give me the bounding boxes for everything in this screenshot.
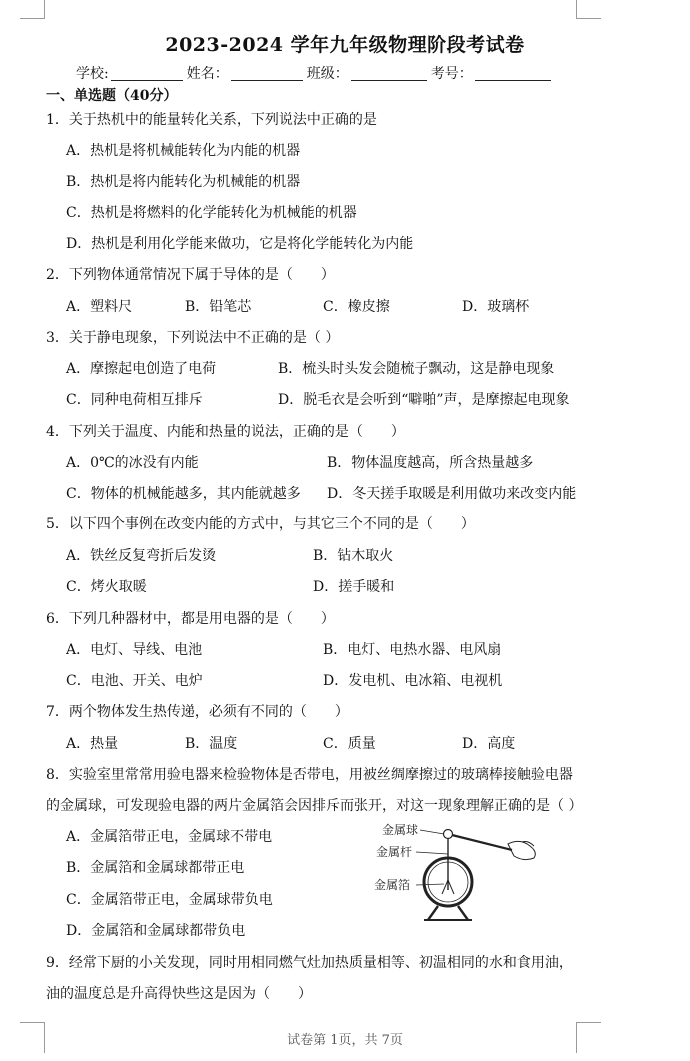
question-8-option-a[interactable]: A．金属箔带正电，金属球不带电 (66, 829, 273, 845)
name-label: 姓名： (186, 66, 229, 82)
question-5-stem: 5．以下四个事例在改变内能的方式中，与其它三个不同的是（ ） (46, 516, 475, 532)
class-field[interactable] (351, 66, 427, 81)
question-3-stem: 3．关于静电现象，下列说法中不正确的是（ ） (46, 330, 340, 346)
question-6-option-b[interactable]: B．电灯、电热水器、电风扇 (323, 642, 502, 658)
question-3-option-d[interactable]: D．脱毛衣是会听到“噼啪”声，是摩擦起电现象 (278, 392, 570, 408)
question-8-option-d[interactable]: D．金属箔和金属球都带负电 (66, 923, 246, 939)
question-1-option-d[interactable]: D．热机是利用化学能来做功，它是将化学能转化为内能 (66, 236, 414, 252)
question-3-option-c[interactable]: C．同种电荷相互排斥 (66, 392, 203, 408)
name-field[interactable] (231, 66, 303, 81)
crop-mark (576, 0, 601, 19)
question-1-option-b[interactable]: B．热机是将内能转化为机械能的机器 (66, 174, 301, 190)
question-5-option-b[interactable]: B．钻木取火 (313, 548, 394, 564)
question-4-stem: 4．下列关于温度、内能和热量的说法，正确的是（ ） (46, 424, 405, 440)
question-1-stem: 1．关于热机中的能量转化关系，下列说法中正确的是 (46, 112, 377, 128)
question-8-option-b[interactable]: B．金属箔和金属球都带正电 (66, 860, 245, 876)
question-1-option-c[interactable]: C．热机是将燃料的化学能转化为机械能的机器 (66, 205, 357, 221)
question-6-stem: 6．下列几种器材中，都是用电器的是（ ） (46, 611, 335, 627)
metal-foil-label: 金属箔 (374, 878, 411, 892)
school-field[interactable] (111, 66, 183, 81)
question-4-option-b[interactable]: B．物体温度越高，所含热量越多 (327, 455, 534, 471)
question-6-option-c[interactable]: C．电池、开关、电炉 (66, 673, 203, 689)
crop-mark (20, 0, 45, 19)
question-1-option-a[interactable]: A．热机是将机械能转化为内能的机器 (66, 143, 301, 159)
question-8-option-c[interactable]: C．金属箔带正电，金属球带负电 (66, 892, 273, 908)
question-9-stem: 9．经常下厨的小关发现，同时用相同燃气灶加热质量相等、初温相同的水和食用油， (46, 955, 573, 971)
question-2-option-b[interactable]: B．铅笔芯 (185, 299, 252, 315)
metal-rod-label: 金属杆 (376, 845, 413, 859)
question-2-option-a[interactable]: A．塑料尺 (66, 299, 133, 315)
question-6-option-a[interactable]: A．电灯、导线、电池 (66, 642, 203, 658)
question-7-stem: 7．两个物体发生热传递，必须有不同的（ ） (46, 704, 349, 720)
section-heading: 一、单选题（40分） (46, 88, 178, 104)
metal-ball-label: 金属球 (382, 823, 419, 837)
question-3-option-a[interactable]: A．摩擦起电创造了电荷 (66, 361, 217, 377)
question-5-option-d[interactable]: D．搓手暖和 (313, 579, 395, 595)
school-label: 学校: (76, 66, 109, 82)
electroscope-figure (372, 820, 542, 930)
class-label: 班级： (306, 66, 349, 82)
question-7-option-b[interactable]: B．温度 (185, 736, 238, 752)
question-9-stem-continued: 油的温度总是升高得快些这是因为（ ） (46, 986, 312, 1002)
student-info-row (76, 63, 555, 83)
question-8-stem-continued: 的金属球，可发现验电器的两片金属箔会因排斥而张开，对这一现象理解正确的是（ ） (46, 798, 583, 814)
page-title: 2023-2024 学年九年级物理阶段考试卷 (165, 34, 525, 56)
question-2-option-c[interactable]: C．橡皮擦 (323, 299, 390, 315)
question-5-option-c[interactable]: C．烤火取暖 (66, 579, 147, 595)
question-4-option-d[interactable]: D．冬天搓手取暖是利用做功来改变内能 (327, 486, 577, 502)
question-7-option-a[interactable]: A．热量 (66, 736, 119, 752)
question-2-stem: 2．下列物体通常情况下属于导体的是（ ） (46, 267, 335, 283)
question-2-option-d[interactable]: D．玻璃杯 (462, 299, 530, 315)
question-7-option-d[interactable]: D．高度 (462, 736, 516, 752)
question-3-option-b[interactable]: B．梳头时头发会随梳子飘动，这是静电现象 (278, 361, 555, 377)
exam-number-field[interactable] (475, 66, 551, 81)
question-5-option-a[interactable]: A．铁丝反复弯折后发烫 (66, 548, 217, 564)
exam-number-label: 考号： (430, 66, 473, 82)
question-6-option-d[interactable]: D．发电机、电冰箱、电视机 (323, 673, 503, 689)
question-4-option-c[interactable]: C．物体的机械能越多，其内能就越多 (66, 486, 301, 502)
question-4-option-a[interactable]: A．0℃的冰没有内能 (66, 455, 199, 471)
question-7-option-c[interactable]: C．质量 (323, 736, 376, 752)
question-8-stem: 8．实验室里常常用验电器来检验物体是否带电，用被丝绸摩擦过的玻璃棒接触验电器 (46, 767, 573, 783)
page-footer: 试卷第 1页，共 7页 (287, 1033, 403, 1048)
